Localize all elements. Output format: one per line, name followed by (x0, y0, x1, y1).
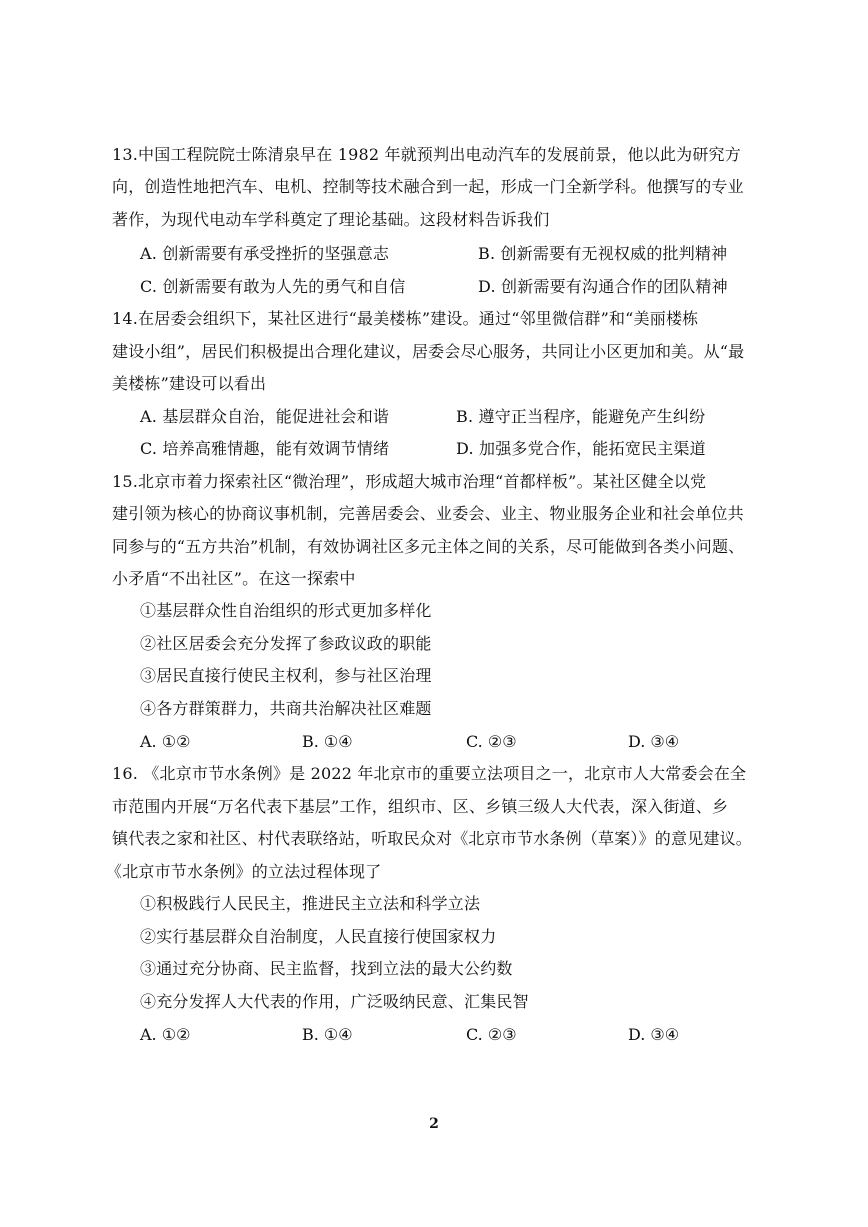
q15-option-b: B. ①④ (302, 732, 353, 751)
q16-statement-3: ③通过充分协商、民主监督，找到立法的最大公约数 (140, 959, 513, 978)
q15-option-d: D. ③④ (628, 732, 680, 751)
q15-stem-line-1: 15.北京市着力探索社区“微治理”，形成超大城市治理“首都样板”。某社区健全以党 (112, 472, 707, 491)
q16-stem-line-4: 《北京市节水条例》的立法过程体现了 (106, 862, 382, 881)
q16-stem-line-3: 镇代表之家和社区、村代表联络站，听取民众对《北京市节水条例（草案）》的意见建议。 (112, 829, 753, 848)
q14-option-a: A. 基层群众自治，能促进社会和谐 (140, 407, 390, 426)
q14-stem-line-1: 14.在居委会组织下，某社区进行“最美楼栋”建设。通过“邻里微信群”和“美丽楼栋 (112, 309, 699, 328)
q13-option-a: A. 创新需要有承受挫折的坚强意志 (140, 244, 390, 263)
q15-statement-4: ④各方群策群力，共商共治解决社区难题 (140, 699, 432, 718)
q15-statement-1: ①基层群众性自治组织的形式更加多样化 (140, 601, 432, 620)
q14-stem-line-2: 建设小组”，居民们积极提出合理化建议，居委会尽心服务，共同让小区更加和美。从“最 (112, 342, 745, 361)
q14-stem-line-3: 美楼栋”建设可以看出 (112, 374, 267, 393)
q16-option-a: A. ①② (140, 1025, 191, 1044)
q14-option-c: C. 培养高雅情趣，能有效调节情绪 (140, 439, 390, 458)
q15-statement-3: ③居民直接行使民主权利，参与社区治理 (140, 666, 432, 685)
q16-option-d: D. ③④ (628, 1025, 680, 1044)
q13-option-c: C. 创新需要有敢为人先的勇气和自信 (140, 277, 406, 296)
q15-stem-line-4: 小矛盾“不出社区”。在这一探索中 (112, 569, 356, 588)
q16-statement-4: ④充分发挥人大代表的作用，广泛吸纳民意、汇集民智 (140, 992, 529, 1011)
q15-option-a: A. ①② (140, 732, 191, 751)
q16-statement-2: ②实行基层群众自治制度，人民直接行使国家权力 (140, 927, 497, 946)
q16-stem-line-2: 市范围内开展“万名代表下基层”工作，组织市、区、乡镇三级人大代表，深入街道、乡 (112, 797, 729, 816)
q13-stem-line-2: 向，创造性地把汽车、电机、控制等技术融合到一起，形成一门全新学科。他撰写的专业 (112, 177, 744, 196)
q16-option-b: B. ①④ (302, 1025, 353, 1044)
page-number: 2 (429, 1116, 439, 1132)
q13-stem-line-1: 13.中国工程院院士陈清泉早在 1982 年就预判出电动汽车的发展前景，他以此为研究方 (112, 145, 741, 164)
q14-option-b: B. 遵守正当程序，能避免产生纠纷 (456, 407, 706, 426)
q13-option-b: B. 创新需要有无视权威的批判精神 (478, 244, 728, 263)
q14-option-d: D. 加强多党合作，能拓宽民主渠道 (456, 439, 706, 458)
q15-stem-line-2: 建引领为核心的协商议事机制，完善居委会、业委会、业主、物业服务企业和社会单位共 (112, 504, 744, 523)
q15-statement-2: ②社区居委会充分发挥了参政议政的职能 (140, 634, 432, 653)
q16-option-c: C. ②③ (466, 1025, 517, 1044)
q16-statement-1: ①积极践行人民民主，推进民主立法和科学立法 (140, 894, 481, 913)
q13-stem-line-3: 著作，为现代电动车学科奠定了理论基础。这段材料告诉我们 (112, 210, 550, 229)
q13-option-d: D. 创新需要有沟通合作的团队精神 (478, 277, 728, 296)
q15-option-c: C. ②③ (466, 732, 517, 751)
q16-stem-line-1: 16. 《北京市节水条例》是 2022 年北京市的重要立法项目之一，北京市人大常委会在全 (112, 764, 747, 783)
q15-stem-line-3: 同参与的“五方共治”机制，有效协调社区多元主体之间的关系，尽可能做到各类小问题、 (112, 537, 745, 556)
